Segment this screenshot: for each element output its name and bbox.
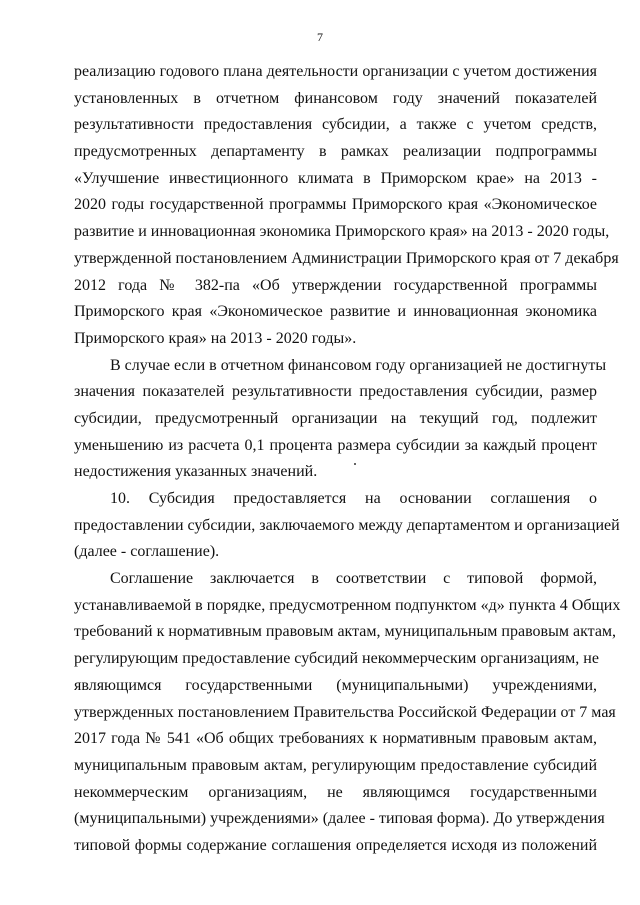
text-line: являющимся государственными (муниципальными) учреждениями, [74,676,597,694]
text-line: типовой формы содержание соглашения определяется исходя из положений [74,836,597,854]
text-line: результативности предоставления субсидии, а также с учетом средств, [74,116,597,134]
text-line: В случае если в отчетном финансовом году организацией не достигнуты [110,356,607,374]
text-line: 2017 года № 541 «Об общих требованиях к нормативным правовым актам, [74,730,597,748]
text-line: (муниципальными) учреждениями» (далее - типовая форма). До утверждения [74,810,605,828]
text-line: развитие и инновационная экономика Приморского края» на 2013 - 2020 годы, [74,223,610,241]
text-line: некоммерческим организациям, не являющимся государственными [74,783,597,801]
scan-speck [354,463,356,465]
text-line: утвержденных постановлением Правительства Российской Федерации от 7 мая [74,703,616,721]
text-line: реализацию годового плана деятельности организации с учетом достижения [74,63,597,80]
text-line: устанавливаемой в порядке, предусмотренном подпунктом «д» пункта 4 Общих [74,596,621,614]
text-line: субсидии, предусмотренный организации на текущий год, подлежит [74,409,597,427]
text-line: предоставлении субсидии, заключаемого между департаментом и организацией [74,516,620,534]
paragraph-agreement [74,566,621,860]
text-line: регулирующим предоставление субсидий некоммерческим организациям, не [74,650,599,668]
text-line: утвержденной постановлением Администрации Приморского края от 7 декабря [74,249,619,267]
text-line: муниципальным правовым актам, регулирующим предоставление субсидий [74,756,597,774]
page-number: 7 [317,30,323,44]
text-line: Приморского края» на 2013 - 2020 годы». [74,329,357,347]
text-line: 10. Субсидия предоставляется на основании соглашения о [110,490,597,507]
document-body [74,59,621,860]
text-line: уменьшению из расчета 0,1 процента размера субсидии за каждый процент [74,436,597,454]
text-line: 2012 года № 382-па «Об утверждении государственной программы [74,276,597,294]
paragraph-subsidy-plan [74,59,619,353]
text-line: Соглашение заключается в соответствии с типовой формой, [110,570,597,588]
paragraph-item-10 [74,486,620,566]
text-line: требований к нормативным правовым актам, муниципальным правовым актам, [74,623,617,641]
text-line: «Улучшение инвестиционного климата в Приморском крае» на 2013 - [74,169,597,187]
text-line: Приморского края «Экономическое развитие и инновационная экономика [74,303,597,321]
text-line: установленных в отчетном финансовом году значений показателей [74,89,597,107]
text-line: значения показателей результативности предоставления субсидии, размер [74,383,597,401]
paragraph-subsidy-reduction [74,353,607,486]
text-line: 2020 годы государственной программы Приморского края «Экономическое [74,196,597,214]
text-line: недостижения указанных значений. [74,463,318,481]
text-line: предусмотренных департаменту в рамках реализации подпрограммы [74,143,597,161]
text-line: (далее - соглашение). [74,543,220,561]
